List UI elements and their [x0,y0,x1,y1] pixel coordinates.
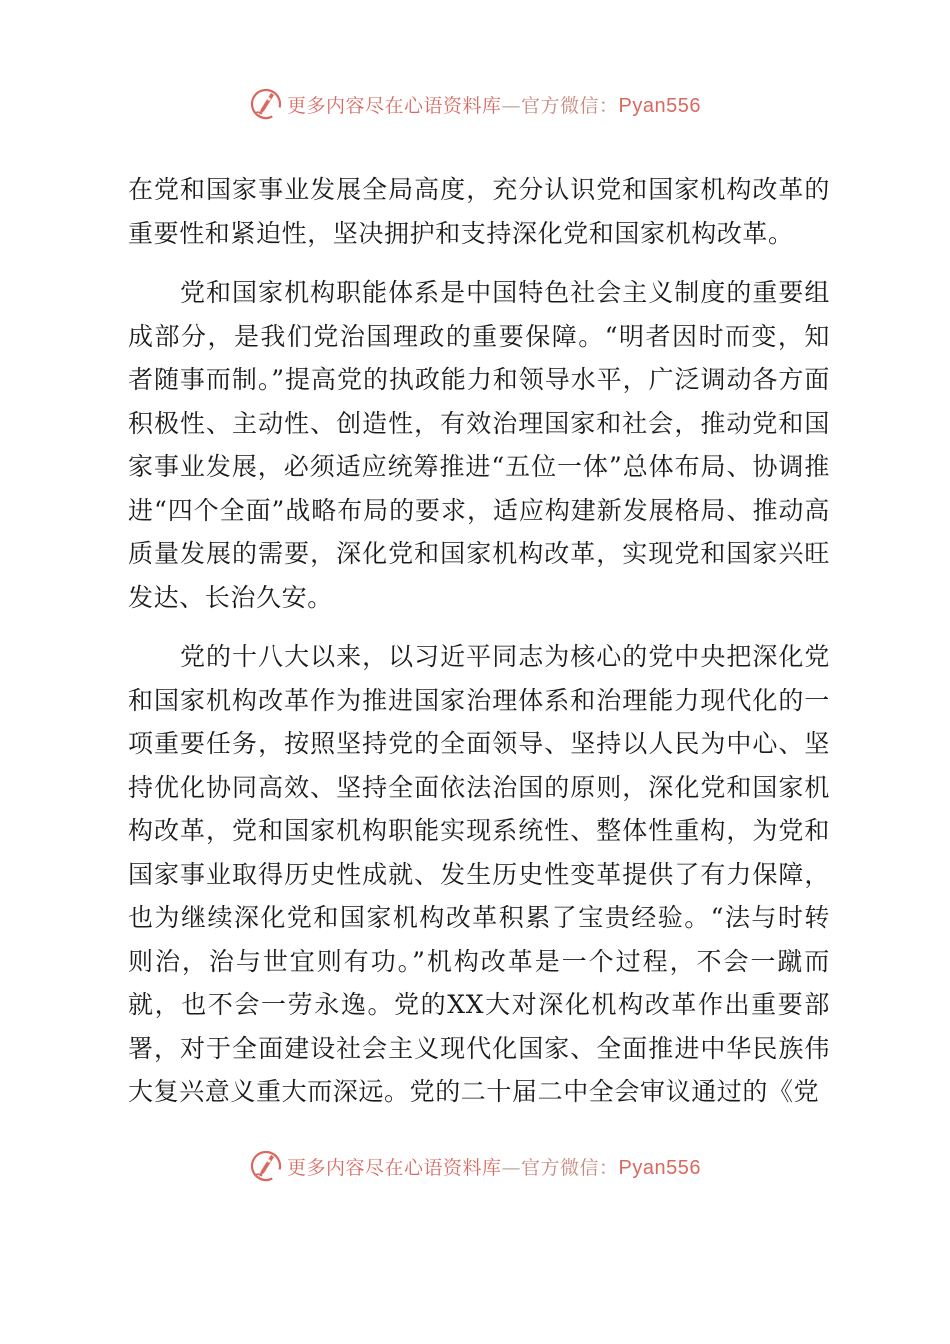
banner-text [287,91,701,118]
banner-title: 更多内容尽在心语资料库 [287,1156,502,1179]
banner-wechat-id: Pyan556 [618,1156,701,1179]
banner-title: 更多内容尽在心语资料库 [287,94,502,117]
banner-wechat-label: 官方微信： [521,94,619,117]
paragraph-3: 党的十八大以来，以习近平同志为核心的党中央把深化党和国家机构改革作为推进国家治理体系和治理能力现代化的一项重要任务，按照坚持党的全面领导、坚持以人民为中心、坚持优化协同高效、坚持全面依法治国的原则，深化党和国家机构改革，党和国家机构职能实现系统性、整体性重构，为党和国家事业取得历史性成就、发生历史性变革提供了有力保障，也为继续深化党和国家机构改革积累了宝贵经验。“法与时转则治，治与世宜则有功。”机构改革是一个过程，不会一蹴而就，也不会一劳永逸。党的XX大对深化机构改革作出重要部署，对于全面建设社会主义现代化国家、全面推进中华民族伟大复兴意义重大而深远。党的二十届二中全会审议通过的《党 [128,642,830,1106]
banner-text [287,1153,701,1180]
pen-nib-logo-icon [249,87,283,121]
banner-wechat-label: 官方微信： [521,1156,619,1179]
pen-nib-logo-icon [249,1149,283,1183]
banner-separator: — [501,94,522,117]
footer-banner [0,1146,950,1186]
document-body [128,168,830,1114]
banner-wechat-id: Pyan556 [618,94,701,117]
paragraph-2: 党和国家机构职能体系是中国特色社会主义制度的重要组成部分，是我们党治国理政的重要保障。“明者因时而变，知者随事而制。”提高党的执政能力和领导水平，广泛调动各方面积极性、主动性、创造性，有效治理国家和社会，推动党和国家事业发展，必须适应统筹推进“五位一体”总体布局、协调推进“四个全面”战略布局的要求，适应构建新发展格局、推动高质量发展的需要，深化党和国家机构改革，实现党和国家兴旺发达、长治久安。 [128,278,830,612]
paragraph-1: 在党和国家事业发展全局高度，充分认识党和国家机构改革的重要性和紧迫性，坚决拥护和支持深化党和国家机构改革。 [128,175,830,248]
header-banner [0,84,950,124]
banner-separator: — [501,1156,522,1179]
